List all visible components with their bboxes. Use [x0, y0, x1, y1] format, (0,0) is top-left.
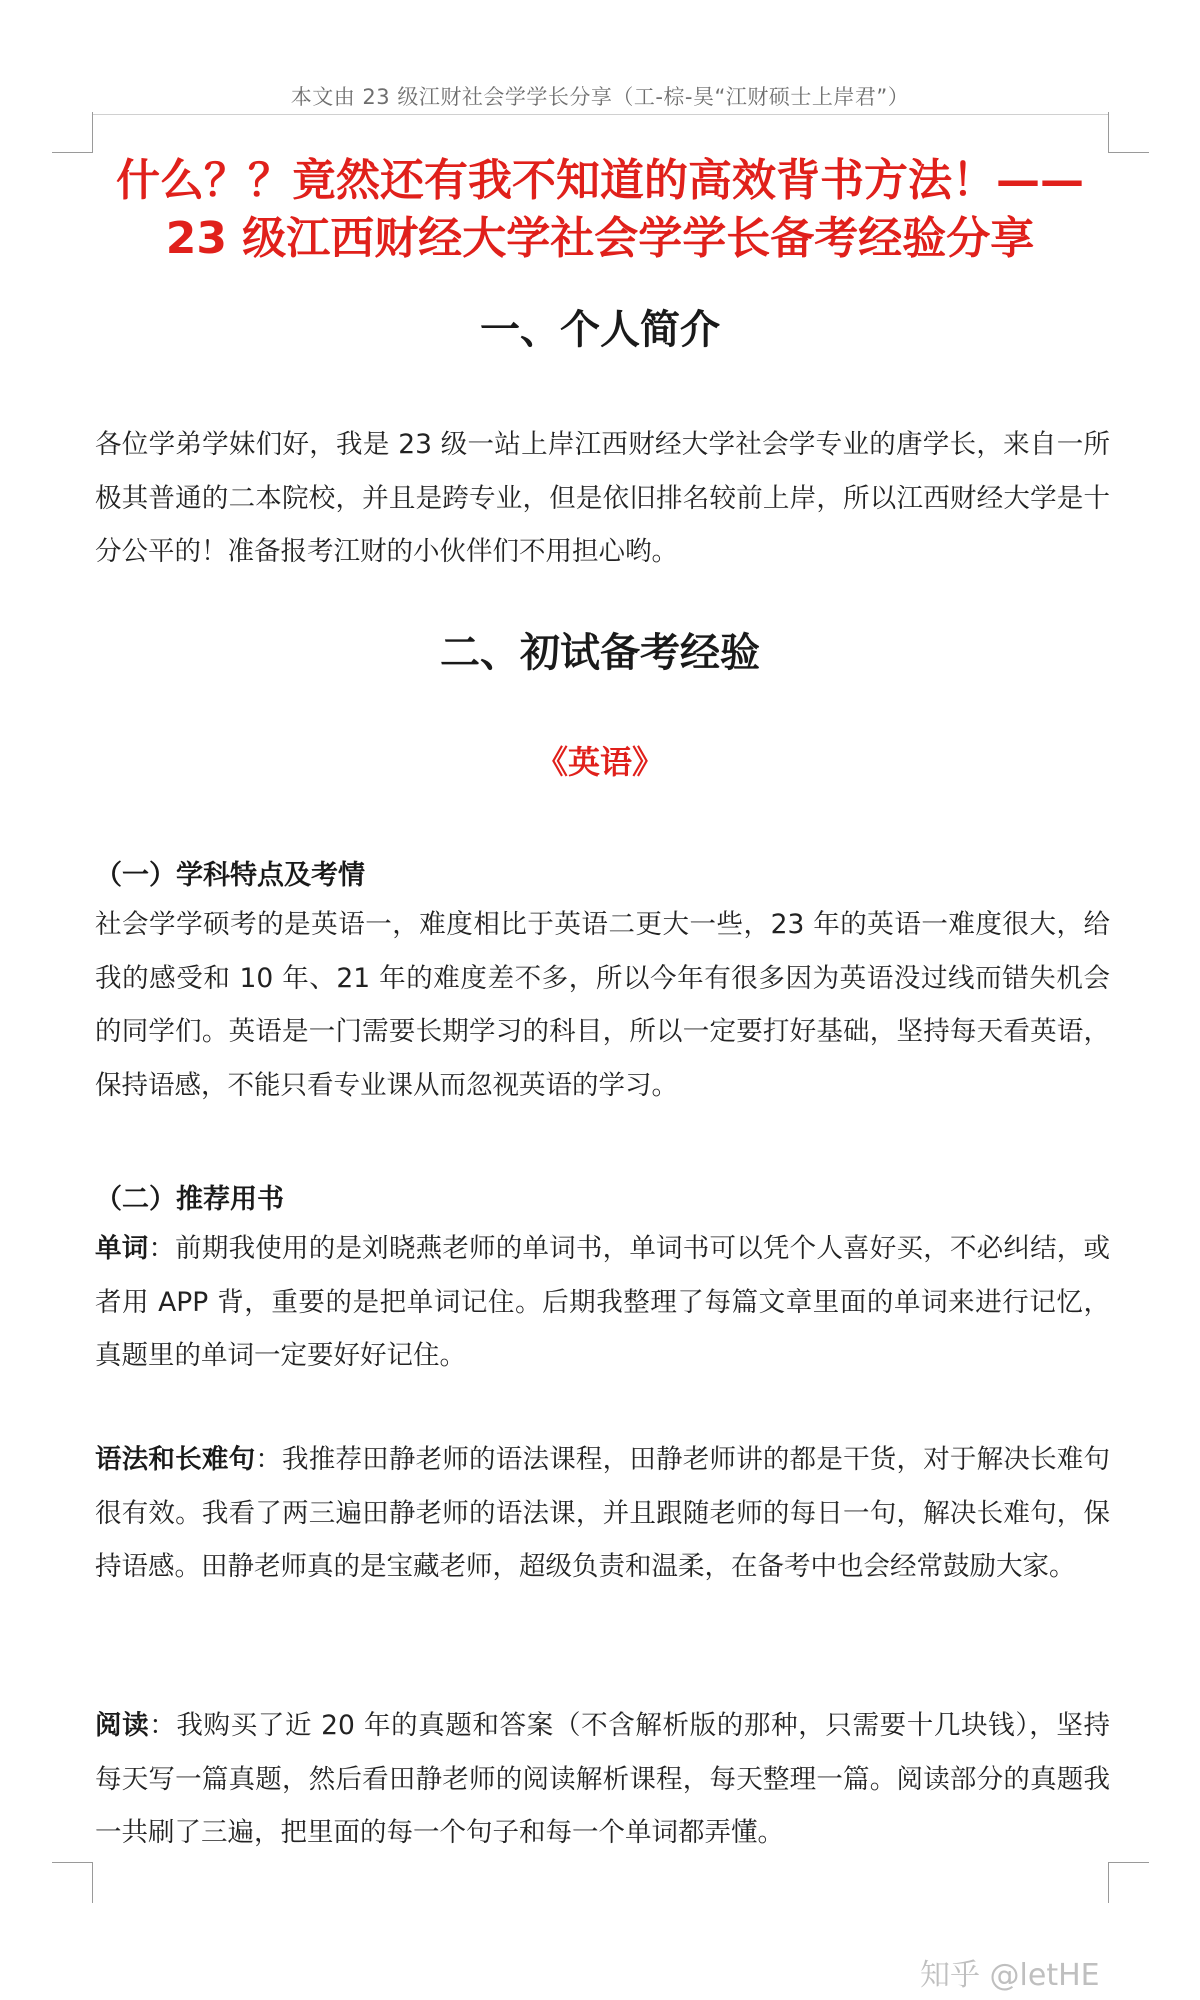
- reading-paragraph: [95, 1699, 1110, 1860]
- subject-heading-english: 《英语》: [535, 743, 664, 781]
- grammar-text: ：我推荐田静老师的语法课程，田静老师讲的都是干货，对于解决长难句很有效。我看了两三遍田静老师的语法课，并且跟随老师的每日一句，解决长难句，保持语感。田静老师真的是宝藏老师，超级负责和温柔，在备考中也会经常鼓励大家。: [95, 1444, 1111, 1582]
- intro-paragraph: 各位学弟学妹们好，我是 23 级一站上岸江西财经大学社会学专业的唐学长，来自一所极其普通的二本院校，并且是跨专业，但是依旧排名较前上岸，所以江西财经大学是十分公平的！准备报考江财的小伙伴们不用担心哟。: [95, 429, 1110, 567]
- section-heading-intro: 一、个人简介: [480, 307, 720, 353]
- vocab-text: ：前期我使用的是刘晓燕老师的单词书，单词书可以凭个人喜好买，不必纠结，或者用 APP 背，重要的是把单词记住。后期我整理了每篇文章里面的单词来进行记忆，真题里的单词一定要好好记住。: [95, 1233, 1111, 1371]
- grammar-label: 语法和长难句: [95, 1444, 256, 1475]
- subheading-features: （一）学科特点及考情: [95, 860, 365, 891]
- watermark: 知乎 @letHE: [920, 1958, 1100, 1993]
- document-title: 什么？？竟然还有我不知道的高效背书方法！——23 级江西财经大学社会学学长备考经验分享: [116, 155, 1084, 264]
- reading-label: 阅读: [95, 1710, 150, 1741]
- section-heading-prep: 二、初试备考经验: [440, 630, 760, 676]
- corner-mark-bottom-left: [52, 1862, 93, 1903]
- corner-mark-top-left: [52, 112, 93, 153]
- header-rule: [92, 114, 1108, 115]
- corner-mark-bottom-right: [1108, 1862, 1149, 1903]
- vocab-label: 单词: [95, 1233, 149, 1264]
- corner-mark-top-right: [1108, 112, 1149, 153]
- grammar-paragraph: [95, 1433, 1110, 1594]
- page-header: 本文由 23 级江财社会学学长分享（工-棕-昊“江财硕士上岸君”）: [290, 85, 910, 109]
- features-paragraph: 社会学学硕考的是英语一，难度相比于英语二更大一些，23 年的英语一难度很大，给我的感受和 10 年、21 年的难度差不多，所以今年有很多因为英语没过线而错失机会的同学们。英语是一门需要长期学习的科目，所以一定要打好基础，坚持每天看英语，保持语感，不能只看专业课从而忽视英语的学习。: [95, 909, 1110, 1101]
- subheading-books: （二）推荐用书: [95, 1184, 284, 1215]
- vocab-paragraph: [95, 1222, 1110, 1383]
- reading-text: ：我购买了近 20 年的真题和答案（不含解析版的那种，只需要十几块钱），坚持每天写一篇真题，然后看田静老师的阅读解析课程，每天整理一篇。阅读部分的真题我一共刷了三遍，把里面的每一个句子和每一个单词都弄懂。: [95, 1710, 1110, 1848]
